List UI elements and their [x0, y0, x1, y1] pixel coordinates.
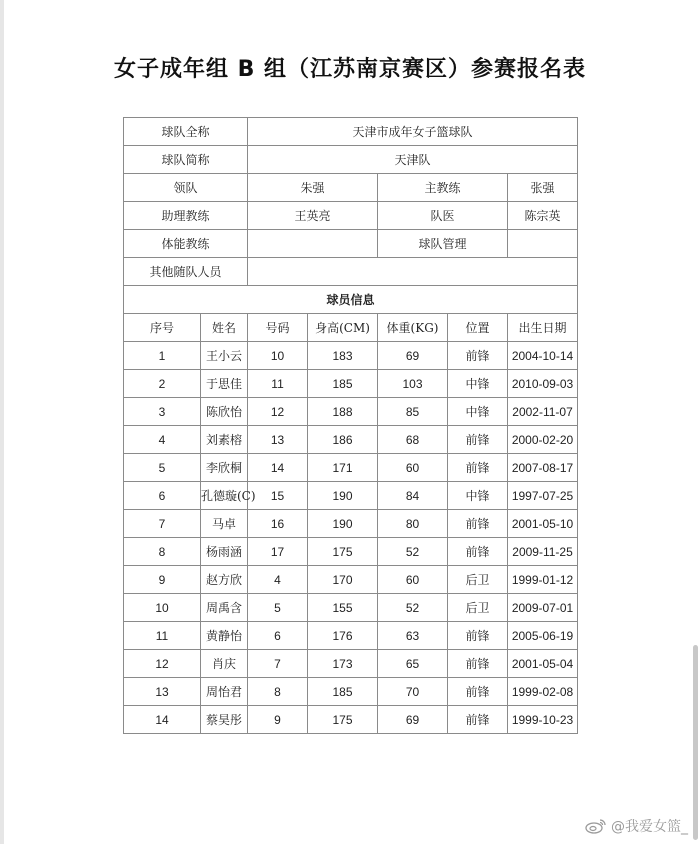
fitness-coach-label: 体能教练 — [124, 230, 248, 258]
other-staff-label: 其他随队人员 — [124, 258, 248, 286]
head-coach-label: 主教练 — [378, 174, 508, 202]
player-name: 刘素榕 — [201, 426, 248, 454]
table-row — [124, 370, 578, 398]
player-weight: 60 — [378, 566, 448, 594]
player-height: 170 — [308, 566, 378, 594]
player-jersey: 8 — [248, 678, 308, 706]
player-name: 王小云 — [201, 342, 248, 370]
player-name: 肖庆 — [201, 650, 248, 678]
table-row — [124, 594, 578, 622]
player-name: 于思佳 — [201, 370, 248, 398]
player-position: 前锋 — [448, 678, 508, 706]
players-header-row — [124, 314, 578, 342]
column-header: 出生日期 — [508, 314, 578, 342]
player-jersey: 16 — [248, 510, 308, 538]
player-number: 5 — [124, 454, 201, 482]
player-number: 12 — [124, 650, 201, 678]
team-short-name-value: 天津队 — [248, 146, 578, 174]
player-birthdate: 2000-02-20 — [508, 426, 578, 454]
player-number: 14 — [124, 706, 201, 734]
column-header: 序号 — [124, 314, 201, 342]
player-position: 中锋 — [448, 370, 508, 398]
player-number: 6 — [124, 482, 201, 510]
player-birthdate: 1999-01-12 — [508, 566, 578, 594]
registration-table — [123, 117, 578, 734]
player-position: 前锋 — [448, 538, 508, 566]
player-position: 中锋 — [448, 398, 508, 426]
player-rows — [124, 342, 578, 734]
team-full-name-label: 球队全称 — [124, 118, 248, 146]
player-position: 后卫 — [448, 594, 508, 622]
player-number: 10 — [124, 594, 201, 622]
head-coach-value: 张强 — [508, 174, 578, 202]
player-height: 176 — [308, 622, 378, 650]
other-staff-value — [248, 258, 578, 286]
player-weight: 52 — [378, 594, 448, 622]
player-height: 173 — [308, 650, 378, 678]
player-height: 155 — [308, 594, 378, 622]
team-full-name-value: 天津市成年女子篮球队 — [248, 118, 578, 146]
player-birthdate: 2007-08-17 — [508, 454, 578, 482]
player-name: 蔡昊彤 — [201, 706, 248, 734]
fitness-coach-value — [248, 230, 378, 258]
leader-row — [124, 174, 578, 202]
player-name: 陈欣怡 — [201, 398, 248, 426]
team-short-name-row — [124, 146, 578, 174]
doctor-value: 陈宗英 — [508, 202, 578, 230]
player-position: 前锋 — [448, 510, 508, 538]
player-weight: 69 — [378, 342, 448, 370]
column-header: 体重(KG) — [378, 314, 448, 342]
leader-value: 朱强 — [248, 174, 378, 202]
table-row — [124, 398, 578, 426]
player-name: 马卓 — [201, 510, 248, 538]
player-weight: 52 — [378, 538, 448, 566]
player-number: 7 — [124, 510, 201, 538]
player-number: 13 — [124, 678, 201, 706]
player-weight: 80 — [378, 510, 448, 538]
player-position: 后卫 — [448, 566, 508, 594]
player-name: 周怡君 — [201, 678, 248, 706]
player-height: 188 — [308, 398, 378, 426]
player-birthdate: 2005-06-19 — [508, 622, 578, 650]
player-position: 前锋 — [448, 426, 508, 454]
table-row — [124, 426, 578, 454]
table-row — [124, 706, 578, 734]
player-name: 孔德璇(C) — [201, 482, 248, 510]
player-height: 175 — [308, 706, 378, 734]
player-height: 175 — [308, 538, 378, 566]
team-manager-value — [508, 230, 578, 258]
column-header: 身高(CM) — [308, 314, 378, 342]
player-position: 前锋 — [448, 454, 508, 482]
player-weight: 65 — [378, 650, 448, 678]
player-birthdate: 2004-10-14 — [508, 342, 578, 370]
doctor-label: 队医 — [378, 202, 508, 230]
column-header: 号码 — [248, 314, 308, 342]
player-jersey: 5 — [248, 594, 308, 622]
player-number: 3 — [124, 398, 201, 426]
player-jersey: 15 — [248, 482, 308, 510]
watermark — [585, 816, 688, 836]
player-weight: 84 — [378, 482, 448, 510]
player-position: 前锋 — [448, 622, 508, 650]
player-height: 183 — [308, 342, 378, 370]
watermark-text: @我爱女篮_ — [611, 819, 688, 835]
table-row — [124, 650, 578, 678]
player-name: 杨雨涵 — [201, 538, 248, 566]
player-birthdate: 2010-09-03 — [508, 370, 578, 398]
player-weight: 69 — [378, 706, 448, 734]
table-row — [124, 538, 578, 566]
table-row — [124, 678, 578, 706]
player-weight: 85 — [378, 398, 448, 426]
player-height: 186 — [308, 426, 378, 454]
column-header: 位置 — [448, 314, 508, 342]
player-number: 1 — [124, 342, 201, 370]
player-name: 周禹含 — [201, 594, 248, 622]
page-title: 女子成年组 B 组（江苏南京赛区）参赛报名表 — [113, 57, 587, 82]
team-full-name-row — [124, 118, 578, 146]
player-number: 4 — [124, 426, 201, 454]
player-position: 前锋 — [448, 650, 508, 678]
assistant-coach-value: 王英亮 — [248, 202, 378, 230]
player-number: 9 — [124, 566, 201, 594]
assistant-coach-row — [124, 202, 578, 230]
player-number: 2 — [124, 370, 201, 398]
player-position: 前锋 — [448, 706, 508, 734]
players-section-row — [124, 286, 578, 314]
player-position: 中锋 — [448, 482, 508, 510]
weibo-icon — [585, 818, 607, 834]
player-name: 李欣桐 — [201, 454, 248, 482]
player-height: 171 — [308, 454, 378, 482]
player-height: 190 — [308, 482, 378, 510]
other-staff-row — [124, 258, 578, 286]
player-height: 185 — [308, 370, 378, 398]
table-row — [124, 510, 578, 538]
page-edge — [0, 0, 4, 844]
player-jersey: 11 — [248, 370, 308, 398]
player-birthdate: 1999-02-08 — [508, 678, 578, 706]
table-row — [124, 622, 578, 650]
player-birthdate: 2002-11-07 — [508, 398, 578, 426]
player-weight: 103 — [378, 370, 448, 398]
team-manager-label: 球队管理 — [378, 230, 508, 258]
player-number: 8 — [124, 538, 201, 566]
column-header: 姓名 — [201, 314, 248, 342]
player-birthdate: 1997-07-25 — [508, 482, 578, 510]
player-jersey: 4 — [248, 566, 308, 594]
player-weight: 60 — [378, 454, 448, 482]
player-birthdate: 2001-05-04 — [508, 650, 578, 678]
player-weight: 63 — [378, 622, 448, 650]
player-jersey: 17 — [248, 538, 308, 566]
table-row — [124, 482, 578, 510]
fitness-coach-row — [124, 230, 578, 258]
player-height: 185 — [308, 678, 378, 706]
player-jersey: 9 — [248, 706, 308, 734]
player-birthdate: 1999-10-23 — [508, 706, 578, 734]
player-name: 赵方欣 — [201, 566, 248, 594]
leader-label: 领队 — [124, 174, 248, 202]
player-birthdate: 2001-05-10 — [508, 510, 578, 538]
scrollbar[interactable] — [693, 645, 698, 840]
assistant-coach-label: 助理教练 — [124, 202, 248, 230]
player-number: 11 — [124, 622, 201, 650]
player-birthdate: 2009-11-25 — [508, 538, 578, 566]
player-position: 前锋 — [448, 342, 508, 370]
player-jersey: 12 — [248, 398, 308, 426]
player-jersey: 7 — [248, 650, 308, 678]
players-section-title: 球员信息 — [124, 286, 578, 314]
player-weight: 70 — [378, 678, 448, 706]
player-jersey: 13 — [248, 426, 308, 454]
player-height: 190 — [308, 510, 378, 538]
team-short-name-label: 球队简称 — [124, 146, 248, 174]
player-weight: 68 — [378, 426, 448, 454]
player-birthdate: 2009-07-01 — [508, 594, 578, 622]
player-jersey: 14 — [248, 454, 308, 482]
player-name: 黄静怡 — [201, 622, 248, 650]
table-row — [124, 342, 578, 370]
table-row — [124, 566, 578, 594]
player-jersey: 6 — [248, 622, 308, 650]
table-row — [124, 454, 578, 482]
player-jersey: 10 — [248, 342, 308, 370]
